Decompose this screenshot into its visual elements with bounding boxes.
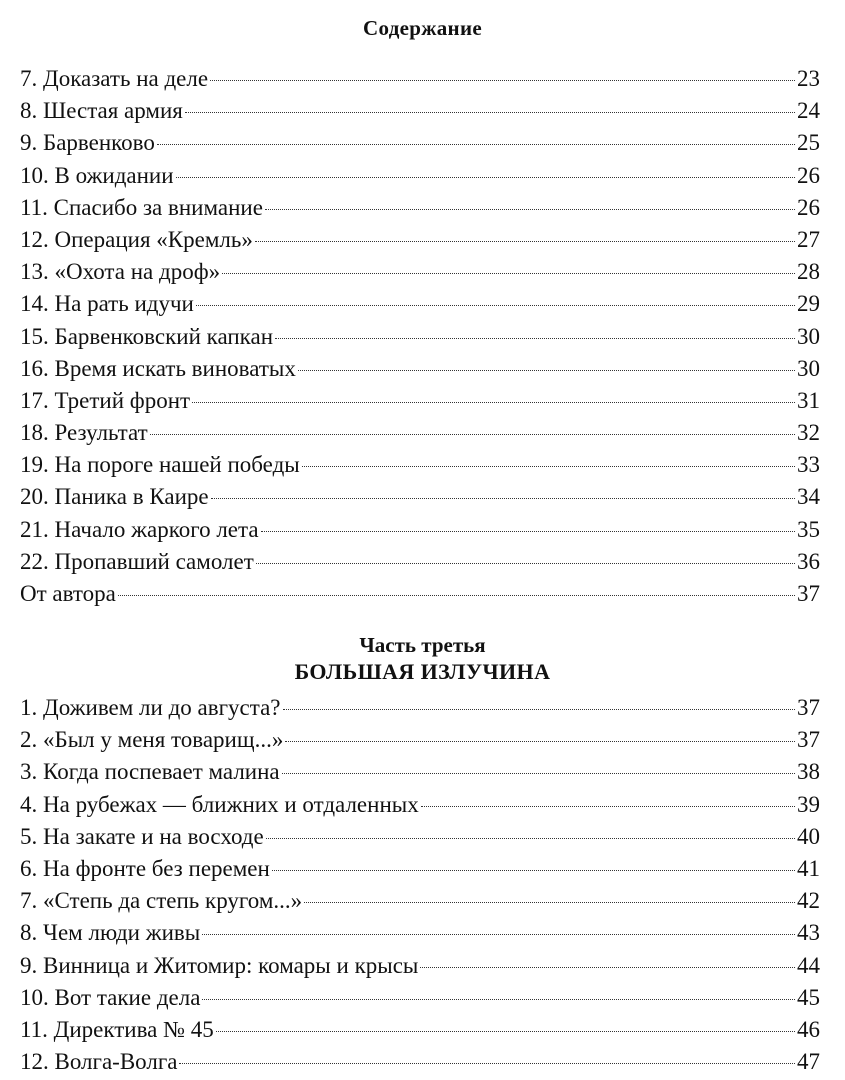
dot-leader [283, 709, 795, 710]
toc-entry-page-number: 26 [797, 194, 820, 220]
toc-entry-title: 4. На рубежах — ближних и отдаленных [20, 791, 419, 817]
toc-entry-page-number: 37 [797, 727, 820, 753]
dot-leader [266, 838, 795, 839]
toc-entry-title: 10. Вот такие дела [20, 984, 201, 1010]
dot-leader [420, 967, 795, 968]
dot-leader [179, 1063, 795, 1064]
toc-entry [20, 950, 820, 982]
dot-leader [282, 773, 795, 774]
toc-entry [20, 417, 820, 449]
toc-entry [20, 224, 820, 256]
dot-leader [210, 80, 795, 81]
dot-leader [261, 531, 795, 532]
toc-entry-page-number: 47 [797, 1049, 820, 1075]
toc-entry [20, 353, 820, 385]
toc-entry-title: 20. Паника в Каире [20, 484, 209, 510]
dot-leader [150, 434, 795, 435]
toc-entry-title: 17. Третий фронт [20, 387, 191, 413]
toc-entry-page-number: 24 [797, 98, 820, 124]
dot-leader [185, 112, 795, 113]
toc-entry-page-number: 26 [797, 162, 820, 188]
toc-entry-page-number: 41 [797, 855, 820, 881]
toc-entry-title: 11. Директива № 45 [20, 1016, 214, 1042]
toc-entry-title: 9. Винница и Житомир: комары и крысы [20, 952, 419, 978]
toc-entry-page-number: 44 [797, 952, 820, 978]
toc-entry-page-number: 46 [797, 1016, 820, 1042]
toc-entry-title: 14. На рать идучи [20, 291, 194, 317]
toc-entry-title: 8. Шестая армия [20, 98, 183, 124]
toc-entry [20, 385, 820, 417]
dot-leader [255, 241, 795, 242]
toc-entry-page-number: 40 [797, 823, 820, 849]
toc-entry [20, 1046, 820, 1078]
toc-list-part-three [20, 692, 820, 1078]
toc-entry-page-number: 37 [797, 695, 820, 720]
part-heading [0, 632, 845, 686]
toc-entry [20, 1014, 820, 1046]
toc-entry-page-number: 25 [797, 130, 820, 156]
dot-leader [302, 466, 795, 467]
toc-entry-title: 11. Спасибо за внимание [20, 194, 263, 220]
toc-entry [20, 821, 820, 853]
dot-leader [298, 370, 795, 371]
toc-entry [20, 789, 820, 821]
toc-entry-title: 7. «Степь да степь кругом...» [20, 888, 303, 914]
toc-entry-page-number: 31 [797, 387, 820, 413]
toc-entry-title: 22. Пропавший самолет [20, 548, 254, 574]
toc-entry-title: 15. Барвенковский капкан [20, 323, 274, 349]
dot-leader [192, 402, 795, 403]
toc-entry-page-number: 30 [797, 355, 820, 381]
toc-entry-page-number: 35 [797, 516, 820, 542]
dot-leader [304, 902, 795, 903]
part-title: БОЛЬШАЯ ИЗЛУЧИНА [294, 659, 551, 684]
toc-entry-title: 9. Барвенково [20, 130, 155, 156]
dot-leader [157, 144, 795, 145]
toc-entry-title: 21. Начало жаркого лета [20, 516, 259, 542]
toc-entry [20, 885, 820, 917]
toc-entry-page-number: 34 [797, 484, 820, 510]
toc-entry [20, 546, 820, 578]
page-title: Содержание [363, 16, 482, 40]
dot-leader [202, 999, 795, 1000]
toc-entry [20, 481, 820, 513]
dot-leader [285, 741, 795, 742]
toc-entry-title: 10. В ожидании [20, 162, 174, 188]
toc-entry [20, 127, 820, 159]
toc-entry-title: 19. На пороге нашей победы [20, 452, 300, 478]
toc-entry-page-number: 33 [797, 452, 820, 478]
toc-entry [20, 982, 820, 1014]
toc-entry-page-number: 36 [797, 548, 820, 574]
toc-entry-page-number: 27 [797, 226, 820, 252]
toc-list-part-two [20, 63, 820, 610]
toc-entry-page-number: 45 [797, 984, 820, 1010]
toc-entry [20, 578, 820, 610]
dot-leader [176, 177, 795, 178]
toc-entry-title: 16. Время искать виноватых [20, 355, 296, 381]
toc-entry-page-number: 37 [797, 581, 820, 606]
dot-leader [118, 595, 795, 596]
toc-entry-page-number: 39 [797, 791, 820, 817]
dot-leader [202, 934, 795, 935]
dot-leader [265, 209, 795, 210]
toc-entry-title: 1. Доживем ли до августа? [20, 695, 281, 720]
toc-entry [20, 514, 820, 546]
toc-entry-title: 2. «Был у меня товарищ...» [20, 727, 284, 753]
toc-entry-title: 12. Волга-Волга [20, 1049, 178, 1075]
toc-entry [20, 853, 820, 885]
toc-entry-page-number: 38 [797, 759, 820, 785]
toc-entry-title: От автора [20, 581, 116, 606]
dot-leader [222, 273, 795, 274]
toc-entry-title: 3. Когда поспевает малина [20, 759, 280, 785]
toc-entry [20, 256, 820, 288]
toc-entry-page-number: 30 [797, 323, 820, 349]
toc-entry [20, 756, 820, 788]
dot-leader [421, 806, 795, 807]
dot-leader [211, 498, 795, 499]
toc-entry [20, 160, 820, 192]
dot-leader [216, 1031, 795, 1032]
toc-entry-title: 12. Операция «Кремль» [20, 226, 253, 252]
toc-entry-page-number: 23 [797, 66, 820, 91]
dot-leader [196, 305, 795, 306]
dot-leader [272, 870, 795, 871]
dot-leader [275, 338, 795, 339]
dot-leader [256, 563, 795, 564]
toc-entry [20, 692, 820, 724]
toc-entry-page-number: 29 [797, 291, 820, 317]
toc-entry-page-number: 28 [797, 259, 820, 285]
toc-entry [20, 192, 820, 224]
toc-entry [20, 321, 820, 353]
toc-entry-title: 7. Доказать на деле [20, 66, 209, 91]
toc-entry [20, 95, 820, 127]
toc-entry-title: 5. На закате и на восходе [20, 823, 264, 849]
toc-entry [20, 724, 820, 756]
toc-entry [20, 449, 820, 481]
toc-entry-page-number: 32 [797, 420, 820, 446]
toc-entry [20, 917, 820, 949]
toc-entry-title: 18. Результат [20, 420, 148, 446]
toc-entry [20, 288, 820, 320]
toc-entry-page-number: 43 [797, 920, 820, 946]
toc-entry-page-number: 42 [797, 888, 820, 914]
toc-entry [20, 63, 820, 95]
toc-entry-title: 8. Чем люди живы [20, 920, 201, 946]
part-label: Часть третья [359, 633, 486, 657]
toc-entry-title: 13. «Охота на дроф» [20, 259, 221, 285]
toc-entry-title: 6. На фронте без перемен [20, 855, 270, 881]
